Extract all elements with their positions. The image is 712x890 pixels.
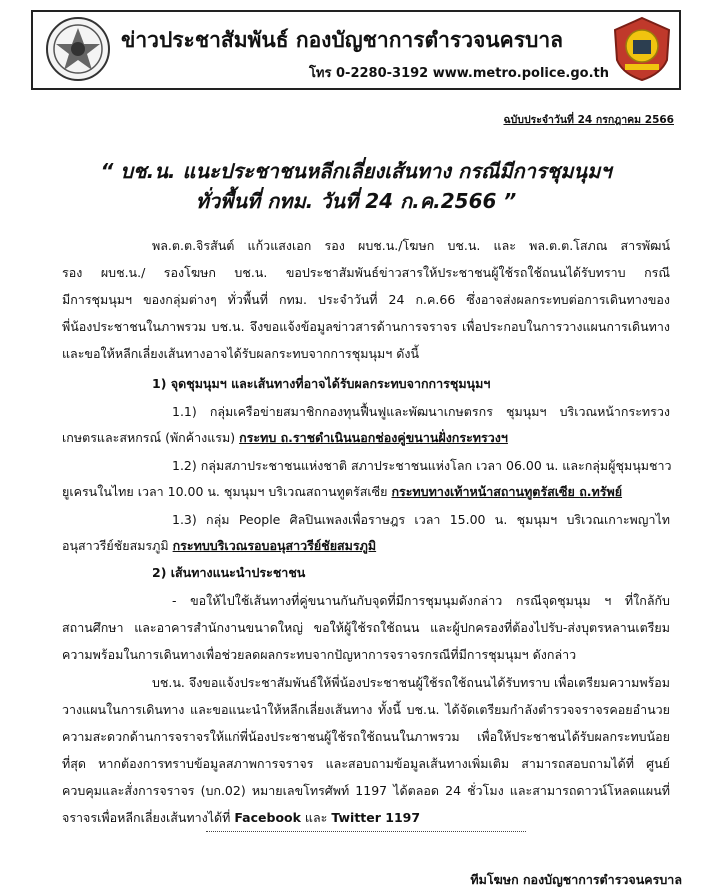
facebook-label: Facebook — [234, 810, 301, 825]
item-1-2-line-1: 1.2) กลุ่มสภาประชาชนแห่งชาติ สภาประชาชนแห่งโลก เวลา 06.00 น. และกลุ่มผู้ชุมนุมชาว — [172, 458, 672, 473]
police-emblem-icon — [45, 16, 111, 82]
item-1-1-line-1: 1.1) กลุ่มเครือข่ายสมาชิกกองทุนฟื้นฟูและพัฒนาเกษตรกร ชุมนุมฯ บริเวณหน้ากระทรวง — [172, 404, 670, 419]
item-1-3-line-1: 1.3) กลุ่ม People ศิลปินเพลงเพื่อราษฎร เวลา 15.00 น. ชุมนุมฯ บริเวณเกาะพญาไท — [172, 512, 670, 527]
item-1-2-text: ยูเครนในไทย เวลา 10.00 น. ชุมนุมฯ บริเวณสถานทูตรัสเซีย — [62, 484, 392, 499]
section-2-para-2-line: บช.น. จึงขอแจ้งประชาสัมพันธ์ให้พี่น้องประชาชนผู้ใช้รถใช้ถนนได้รับทราบ เพื่อเตรียมความพร้อม — [152, 675, 671, 690]
section-2-para-1-line: ความพร้อมในการเดินทางเพื่อช่วยลดผลกระทบจากปัญหาการจราจรกรณีที่มีการชุมนุมฯ ดังกล่าว — [62, 647, 577, 662]
social-text: และ — [300, 810, 332, 825]
item-1-1-text: เกษตรและสหกรณ์ (พักค้างแรม) — [62, 430, 240, 445]
intro-line: พล.ต.ต.จิรสันต์ แก้วแสงเอก รอง ผบช.น./โฆษก บช.น. และ พล.ต.ต.โสภณ สารพัฒน์ — [152, 238, 670, 253]
press-release-header — [31, 10, 681, 90]
intro-line: พี่น้องประชาชนในภาพรวม บช.น. จึงขอแจ้งข้อมูลข่าวสารด้านการจราจร เพื่อประกอบในการวางแผนการเดินทาง — [62, 319, 670, 334]
twitter-label: Twitter 1197 — [331, 810, 421, 825]
social-text: จราจรเพื่อหลีกเลี่ยงเส้นทางได้ที่ — [62, 810, 235, 825]
section-2-para-1-line: - ขอให้ไปใช้เส้นทางที่คู่ขนานกันกับจุดที่มีการชุมนุมดังกล่าว กรณีจุดชุมนุม ฯ ที่ใกล้กับ — [172, 593, 670, 608]
section-2-para-2-line: ที่สุด หากต้องการทราบข้อมูลสภาพการจราจร และสอบถามข้อมูลเส้นทางเพิ่มเติม สามารถสอบถามได้ที่ ศูนย์ — [62, 756, 670, 771]
item-1-2-impact: กระทบทางเท้าหน้าสถานทูตรัสเซีย ถ.ทรัพย์ — [391, 484, 623, 499]
issue-date: ฉบับประจำวันที่ 24 กรกฎาคม 2566 — [503, 114, 674, 126]
item-1-1-line-2 — [62, 430, 508, 446]
item-1-3-impact: กระทบบริเวณรอบอนุสาวรีย์ชัยสมรภูมิ — [172, 538, 377, 553]
item-1-3-text: อนุสาวรีย์ชัยสมรภูมิ — [62, 538, 173, 553]
intro-line: รอง ผบช.น./ รองโฆษก บช.น. ขอประชาสัมพันธ์ข่าวสารให้ประชาชนผู้ใช้รถใช้ถนนได้รับทราบ กรณี — [62, 265, 670, 280]
section-2-para-2-last-line — [62, 810, 420, 826]
section-2-para-2-line: ควบคุมและสั่งการจราจร (บก.02) หมายเลขโทรศัพท์ 1197 ได้ตลอด 24 ชั่วโมง และสามารถดาวน์โหลดแผนที่ — [62, 783, 670, 798]
item-1-3-line-2 — [62, 538, 376, 554]
header-title: ข่าวประชาสัมพันธ์ กองบัญชาการตำรวจนครบาล — [121, 28, 563, 52]
headline-line-1: “ บช.น. แนะประชาชนหลีกเลี่ยงเส้นทาง กรณีมีการชุมนุมฯ — [100, 159, 612, 183]
intro-line: และขอให้หลีกเลี่ยงเส้นทางอาจได้รับผลกระทบจากการชุมนุมฯ ดังนี้ — [62, 346, 420, 361]
header-contact: โทร 0-2280-3192 www.metro.police.go.th — [308, 66, 609, 81]
section-2-heading: 2) เส้นทางแนะนำประชาชน — [152, 565, 306, 580]
headline-line-2: ทั่วพื้นที่ กทม. วันที่ 24 ก.ค.2566 ” — [195, 189, 517, 213]
section-1-heading: 1) จุดชุมนุมฯ และเส้นทางที่อาจได้รับผลกระทบจากการชุมนุมฯ — [152, 376, 491, 391]
item-1-1-impact: กระทบ ถ.ราชดำเนินนอกช่องคู่ขนานฝั่งกระทรวงฯ — [239, 430, 508, 445]
metro-police-badge-icon — [611, 16, 673, 82]
footer-signature: ทีมโฆษก กองบัญชาการตำรวจนครบาล — [470, 872, 682, 887]
section-2-para-1-line: สถานศึกษา และอาคารสำนักงานขนาดใหญ่ ขอให้ผู้ใช้รถใช้ถนน และผู้ปกครองที่ต้องไปรับ-ส่งบุตรหลานเตรียม — [62, 620, 670, 635]
intro-line: มีการชุมนุมฯ ของกลุ่มต่างๆ ทั่วพื้นที่ กทม. ประจำวันที่ 24 ก.ค.66 ซึ่งอาจส่งผลกระทบต่อการเดินทางของ — [62, 292, 670, 307]
section-2-para-2-line: ความสะดวกด้านการจราจรให้แก่พี่น้องประชาชนผู้ใช้รถใช้ถนนในภาพรวม เพื่อให้ประชาชนได้รับผลกระทบน้อย — [62, 729, 670, 744]
item-1-2-line-2 — [62, 484, 622, 500]
section-2-para-2-line: วางแผนในการเดินทาง และขอแนะนำให้หลีกเลี่ยงเส้นทาง ทั้งนี้ บช.น. ได้จัดเตรียมกำลังตำรวจจราจรคอยอำนวย — [62, 702, 670, 717]
dotted-divider — [206, 831, 526, 832]
